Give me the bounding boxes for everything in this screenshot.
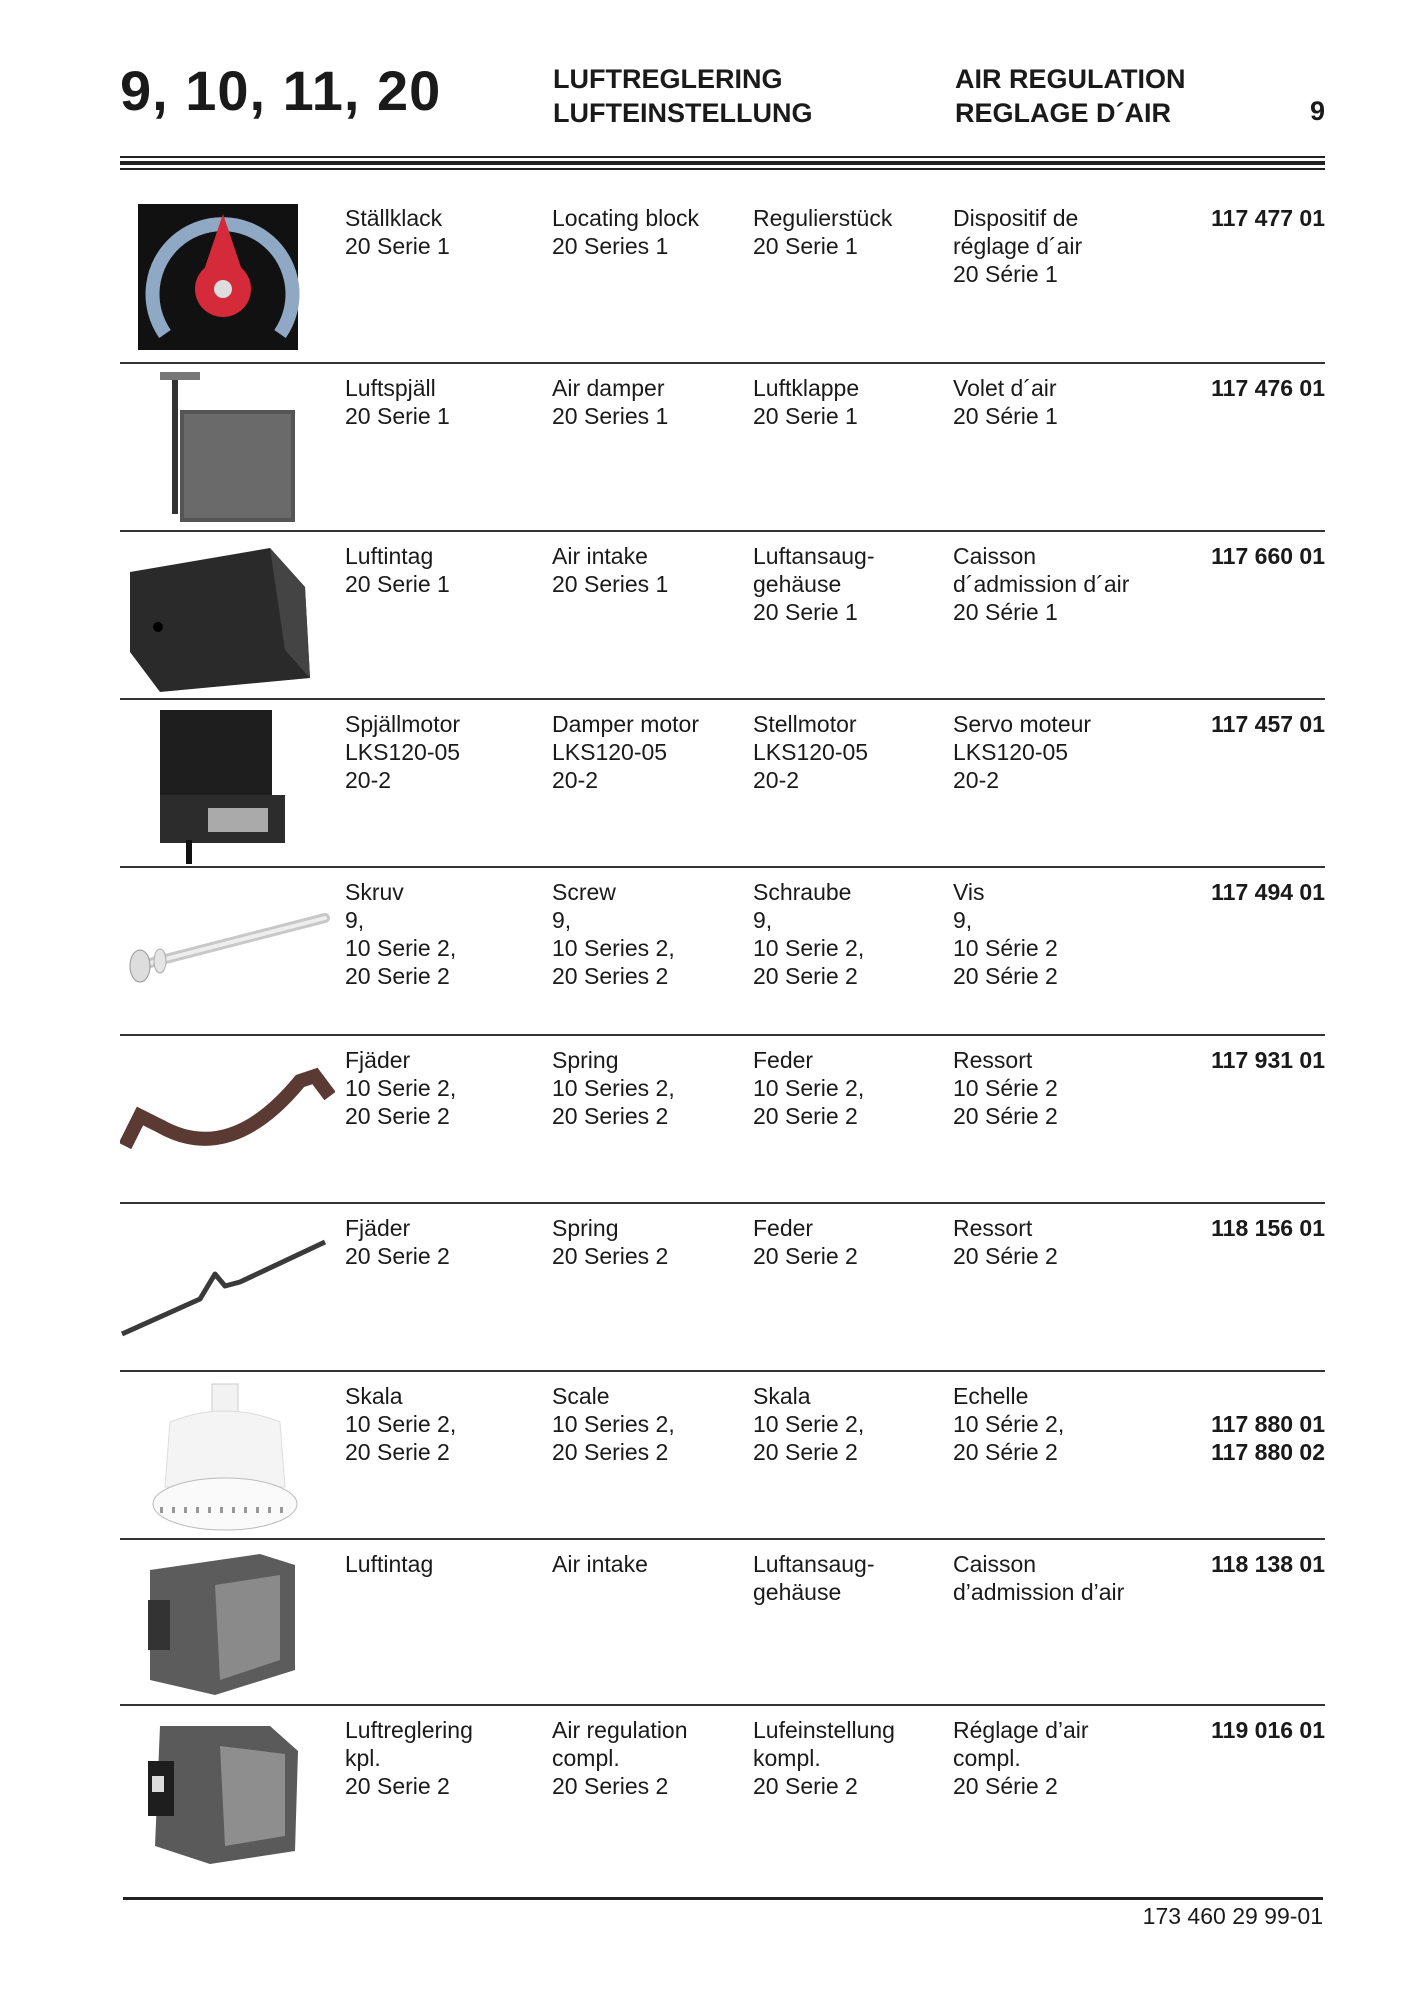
list-item (120, 362, 1325, 532)
header-rule-thin (120, 156, 1325, 158)
list-item (120, 866, 1325, 1036)
name-french: Ressort 10 Série 2 20 Série 2 (953, 1047, 1058, 1129)
list-item (120, 1034, 1325, 1204)
name-french: Dispositif de réglage d´air 20 Série 1 (953, 205, 1083, 287)
list-item (120, 698, 1325, 868)
list-item (120, 1202, 1325, 1372)
part-number: 118 156 01 (1211, 1215, 1325, 1241)
air-intake-box-icon (120, 532, 335, 698)
name-german: Luftansaug- gehäuse 20 Serie 1 (753, 543, 875, 625)
list-item (120, 530, 1325, 700)
name-english: Air intake (552, 1551, 648, 1577)
list-item (120, 194, 1325, 362)
scale-dial-icon (120, 1372, 335, 1538)
name-english: Air intake 20 Series 1 (552, 543, 669, 597)
name-french: Ressort 20 Série 2 (953, 1215, 1058, 1269)
name-french: Echelle 10 Série 2, 20 Série 2 (953, 1383, 1065, 1465)
name-swedish: Luftreglering kpl. 20 Serie 2 (345, 1717, 473, 1799)
name-french: Volet d´air 20 Série 1 (953, 375, 1058, 429)
name-german: Luftklappe 20 Serie 1 (753, 375, 860, 429)
name-french: Caisson d’admission d’air (953, 1551, 1125, 1605)
part-number: 117 476 01 (1211, 375, 1325, 401)
part-number: 117 457 01 (1211, 711, 1325, 737)
title-english-french (955, 62, 1186, 130)
name-english: Spring 20 Series 2 (552, 1215, 669, 1269)
name-english: Air regulation compl. 20 Series 2 (552, 1717, 688, 1799)
part-number: 119 016 01 (1211, 1717, 1325, 1743)
name-german: Skala 10 Serie 2, 20 Serie 2 (753, 1383, 865, 1465)
screw-icon (120, 868, 335, 1034)
name-german: Stellmotor LKS120-05 20-2 (753, 711, 869, 793)
air-regulation-assembly-icon (120, 1706, 335, 1872)
name-swedish: Luftspjäll 20 Serie 1 (345, 375, 450, 429)
name-french: Vis 9, 10 Série 2 20 Série 2 (953, 879, 1058, 989)
name-swedish: Luftintag 20 Serie 1 (345, 543, 450, 597)
title-english: AIR REGULATION (955, 64, 1186, 94)
footer-rule (123, 1897, 1323, 1900)
damper-flap-icon (120, 364, 335, 530)
damper-motor-icon (120, 700, 335, 866)
part-number: 117 880 01 117 880 02 (1211, 1411, 1325, 1465)
name-french: Réglage d’air compl. 20 Série 2 (953, 1717, 1089, 1799)
name-german: Feder 20 Serie 2 (753, 1215, 858, 1269)
name-german: Lufeinstellung kompl. 20 Serie 2 (753, 1717, 895, 1799)
name-german: Feder 10 Serie 2, 20 Serie 2 (753, 1047, 865, 1129)
name-german: Luftansaug- gehäuse (753, 1551, 875, 1605)
name-swedish: Fjäder 10 Serie 2, 20 Serie 2 (345, 1047, 457, 1129)
name-swedish: Skruv 9, 10 Serie 2, 20 Serie 2 (345, 879, 457, 989)
name-english: Air damper 20 Series 1 (552, 375, 669, 429)
part-number: 118 138 01 (1211, 1551, 1325, 1577)
name-swedish: Luftintag (345, 1551, 434, 1577)
name-german: Schraube 9, 10 Serie 2, 20 Serie 2 (753, 879, 865, 989)
document-number: 173 460 29 99-01 (1142, 1903, 1323, 1929)
name-swedish: Spjällmotor LKS120-05 20-2 (345, 711, 461, 793)
name-english: Damper motor LKS120-05 20-2 (552, 711, 699, 793)
name-french: Servo moteur LKS120-05 20-2 (953, 711, 1092, 793)
part-number: 117 477 01 (1211, 205, 1325, 231)
name-english: Spring 10 Series 2, 20 Series 2 (552, 1047, 675, 1129)
wire-spring-icon (120, 1204, 335, 1370)
header-rule-thick (120, 161, 1325, 165)
part-number: 117 931 01 (1211, 1047, 1325, 1073)
name-english: Scale 10 Series 2, 20 Series 2 (552, 1383, 675, 1465)
model-numbers: 9, 10, 11, 20 (120, 59, 442, 122)
intake-housing-icon (120, 1540, 335, 1706)
list-item (120, 1704, 1325, 1874)
name-swedish: Ställklack 20 Serie 1 (345, 205, 450, 259)
title-german: LUFTEINSTELLUNG (553, 98, 813, 128)
name-english: Locating block 20 Series 1 (552, 205, 700, 259)
name-swedish: Skala 10 Serie 2, 20 Serie 2 (345, 1383, 457, 1465)
dial-knob-icon (120, 194, 335, 360)
band-spring-icon (120, 1036, 335, 1202)
page-number: 9 (1309, 96, 1325, 126)
part-number: 117 660 01 (1211, 543, 1325, 569)
title-swedish-german (553, 62, 812, 130)
list-item (120, 1538, 1325, 1708)
list-item (120, 1370, 1325, 1540)
title-french: REGLAGE D´AIR (955, 98, 1171, 128)
title-swedish: LUFTREGLERING (553, 64, 783, 94)
name-english: Screw 9, 10 Series 2, 20 Series 2 (552, 879, 675, 989)
header-rule-bottom (120, 168, 1325, 170)
name-german: Regulierstück 20 Serie 1 (753, 205, 893, 259)
part-number: 117 494 01 (1211, 879, 1325, 905)
name-french: Caisson d´admission d´air 20 Série 1 (953, 543, 1130, 625)
name-swedish: Fjäder 20 Serie 2 (345, 1215, 450, 1269)
